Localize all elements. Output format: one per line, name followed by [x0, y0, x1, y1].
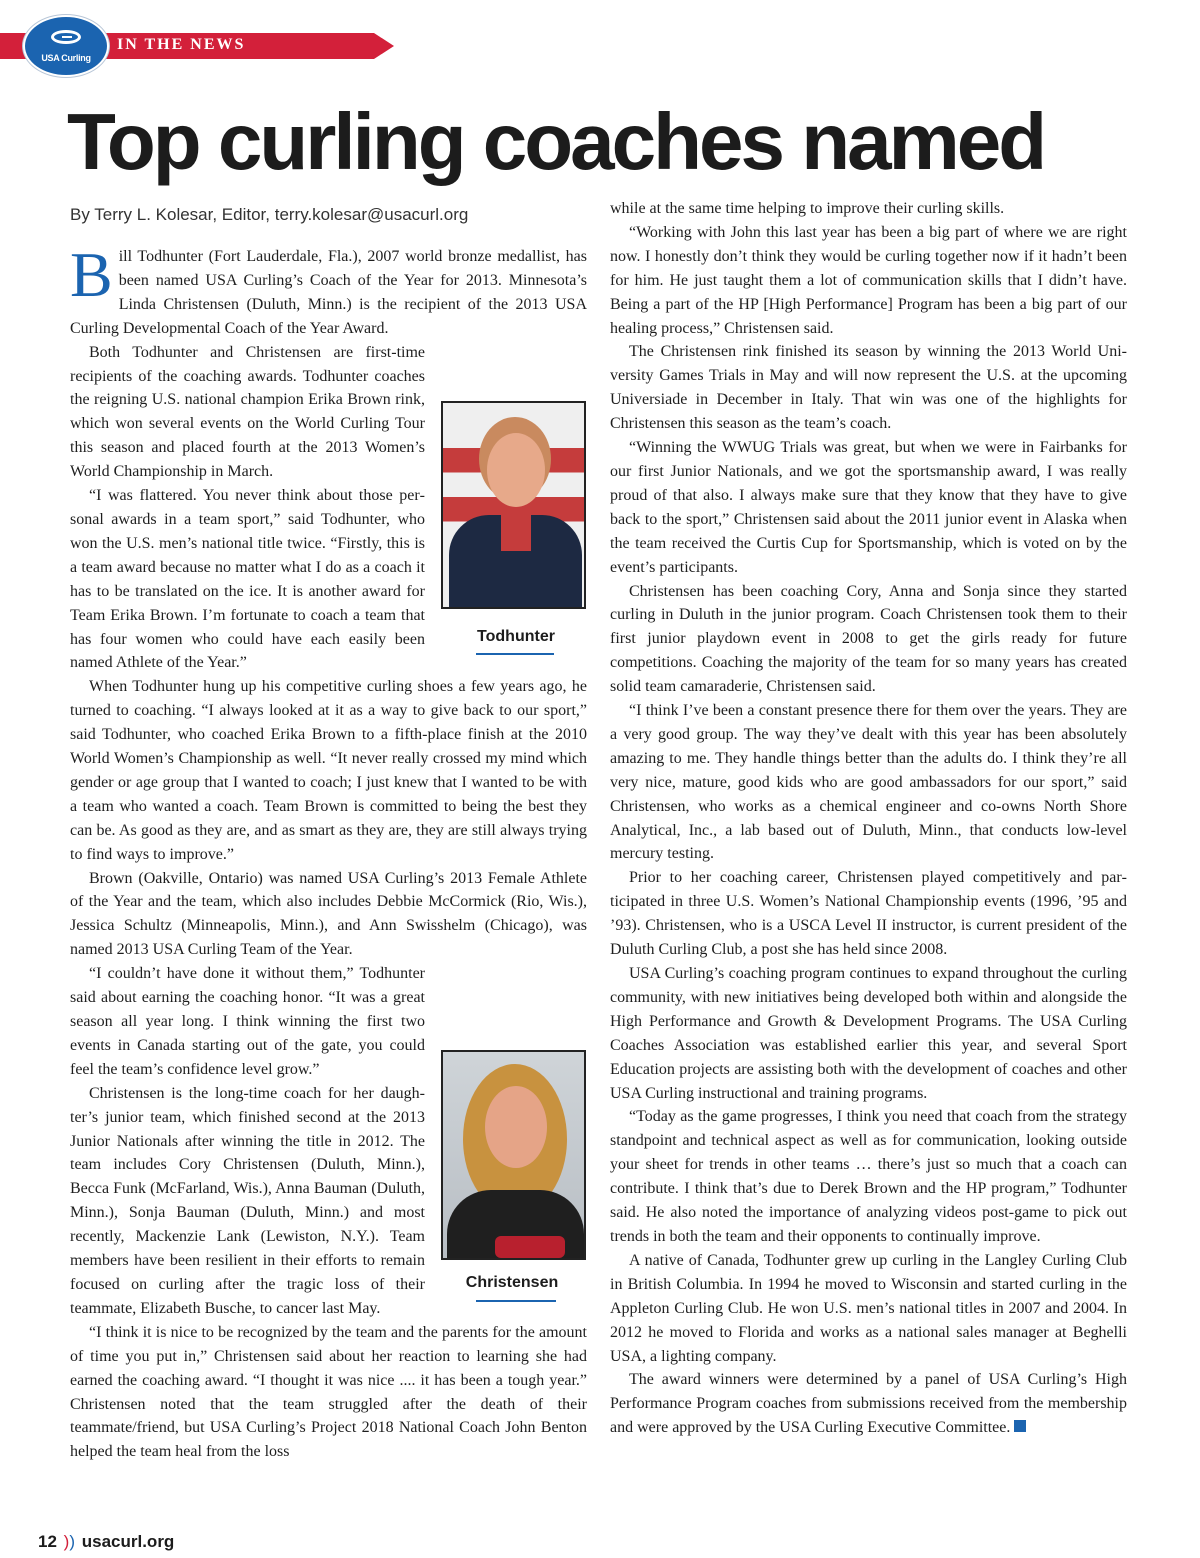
- footer-website-link[interactable]: usacurl.org: [81, 1532, 175, 1551]
- paragraph-text: Both Todhunter and Christensen are first-time recipients of the coaching awards. Todhunter coaches the reigning U.S. national champion Erika Brown rink, which won several events on the World Curling Tour this season and placed fourth at the 2013 Women’s World Championship in March.: [70, 343, 425, 481]
- paragraph-text: The award winners were determined by a panel of USA Curling’s High Performance Program coaches from submissions received from the membership and were approved by the USA Curling Executive Committee.: [610, 1371, 1127, 1437]
- paragraph: [70, 239, 587, 341]
- page-number: 12: [38, 1532, 57, 1551]
- photo-spacer: [437, 389, 587, 651]
- paragraph: Christensen has been coaching Cory, Anna and Sonja since they started curling in Duluth in the junior program. Coach Christensen took them to their first junior playdown event in 2008 to get the girls ready for future competitions. Coaching the majority of the team for so many years has created solid team camaraderie, Christensen said.: [610, 582, 1127, 696]
- curling-stone-icon: [51, 30, 81, 44]
- paragraph: [610, 1368, 1127, 1440]
- paragraph: Brown (Oakville, Ontario) was named USA Curling’s 2013 Female Athlete of the Year and the team, which also includes Debbie McCormick (Rio, Wis.), Jessica Schultz (Minneapolis, Minn.), and Ann Swisshelm (Chicago), was named 2013 USA Curling Team of the Year.: [70, 869, 587, 959]
- paragraph: [70, 341, 587, 484]
- end-mark-icon: [1014, 1420, 1026, 1432]
- logo-text: USA Curling: [41, 53, 91, 63]
- paragraph: Prior to her coaching career, Christensen played competitively and participated in three U.S. Women’s National Championship events (1996, ’95 and ’93). Christensen, who is a USCA Level II instructor, is current president of the Duluth Curling Club, a post she has held since 2008.: [610, 869, 1127, 959]
- paragraph: USA Curling’s coaching program continues to expand throughout the curling community, with new initiatives being developed both within and alongside the High Performance and Growth & Development Programs. The USA Curling Coaches Association was established earlier this year, and several Sport Education projects are assisting both with the development of coaches and other USA Curling instructional and training programs.: [610, 965, 1127, 1102]
- paragraph: “I was flattered. You never think about those personal awards in a team sport,” said Todhunter, who won the U.S. men’s national title twice. “Firstly, this is a team award because no matter what I do as a coach it has to be translated on the ice. It is another award for Team Erika Brown. I’m fortunate to coach a team that has four women who could have each easily been named Athlete of the Year.”: [70, 487, 425, 672]
- article-column-2: [610, 197, 1127, 1440]
- paragraph: “Winning the WWUG Trials was great, but when we were in Fairbanks for our first Junior Nationals, and we got the sportsmanship award, I was really proud of that also. I always make sure that they know that they have to give back to the sport,” Christensen said about the 2011 junior event in Alaska when the team received the Curtis Cup for Sportsmanship, which is voted on by the event’s participants.: [610, 439, 1127, 576]
- paragraph: [70, 962, 587, 1082]
- paragraph: A native of Canada, Todhunter grew up curling in the Langley Curling Club in British Columbia. In 1994 he moved to Wisconsin and started curling in the Appleton Curling Club. He won U.S. men’s national titles in 2007 and 2004. In 2012 he moved to Florida and works as a national sales manager at Beghelli USA, a lighting company.: [610, 1251, 1127, 1365]
- paragraph: When Todhunter hung up his competitive curling shoes a few years ago, he turned to coaching. “I always looked at it as a way to give back to our sport,” said Todhunter, who coached Erika Brown to a fifth-place finish at the 2010 World Women’s Championship as well. “It never really crossed my mind which gender or age group that I wanted to coach; I just knew that I wanted to be with a team who wanted a coach. Team Brown is committed to being the best they can be. As good as they are, and as smart as they are, they are still always trying to find ways to improve.”: [70, 678, 587, 863]
- paragraph: “Working with John this last year has been a big part of where we are right now. I honestly don’t think they would be curling together now if it hadn’t been for him. He just taught them a lot of communication skills that I didn’t have. Being a part of the HP [High Performance] Program has been a big part of our healing process,” Christensen said.: [610, 223, 1127, 337]
- paragraph-text: “I couldn’t have done it without them,” Todhunter said about earning the coaching honor. “It was a great season all year long. I think winning the first two events in Canada starting out of the gate, you could feel the team’s confidence level grow.”: [70, 965, 425, 1078]
- usa-curling-logo: [23, 15, 109, 77]
- paragraph: “I think I’ve been a constant presence there for them over the years. They are a very good group. The way they’ve dealt with this year has been absolutely amazing to me. They handle things better than the adults do. I think they’re all very nice, mature, good kids who are good ambassadors for our sport,” said Christensen, who works as a chemical engineer and co-owns North Shore Analytical, Inc., a lab based out of Duluth, Minn., that conducts low-level mercury testing.: [610, 702, 1127, 863]
- byline: By Terry L. Kolesar, Editor, terry.kolesar@usacurl.org: [70, 205, 469, 224]
- photo-spacer: [437, 1040, 587, 1306]
- paragraph-text: ill Todhunter (Fort Lauderdale, Fla.), 2007 world bronze medallist, has been named USA Curling’s Coach of the Year for 2013. Minnesota’s Linda Christensen (Duluth, Minn.) is the recipient of the 2013 USA Curling Developmental Coach of the Year Award.: [70, 248, 587, 337]
- page-footer: [38, 1532, 174, 1552]
- todhunter-caption: Todhunter: [477, 628, 555, 645]
- paragraph: “I think it is nice to be recognized by the team and the parents for the amount of time you put in,” Christensen said about her reaction to learning she had earned the coaching award. “I thought it was nice .... it has been a tough year.” Christensen noted that the team struggled after the death of their teammate/friend, but USA Curling’s Project 2018 National Coach John Benton helped the team heal from the loss: [70, 1323, 587, 1461]
- drop-cap: B: [70, 239, 113, 310]
- paragraph: “Today as the game progresses, I think you need that coach from the strategy standpoint and technical aspect as well as for communication, looking outside your sheet for trends in other teams … there’s just so much that a coach can contribute. I think that’s due to Derek Brown and the HP program,” Todhunter said. He also noted the importance of analyzing videos post-game to pick out trends in both the team and their opponents to continually improve.: [610, 1108, 1127, 1245]
- paragraph: The Christensen rink finished its season by winning the 2013 World University Games Trials in May and will now represent the U.S. at the upcoming Universiade in December in Italy. That win was one of the highlights for Christensen this season as the team’s coach.: [610, 343, 1127, 433]
- paragraph: while at the same time helping to improve their curling skills.: [610, 200, 1005, 217]
- article-column-1: [70, 239, 587, 1464]
- article-title: Top curling coaches named: [67, 97, 1045, 186]
- footer-arcs-icon: )): [63, 1532, 75, 1551]
- section-label: IN THE NEWS: [117, 36, 246, 53]
- paragraph: Christensen is the long-time coach for her daughter’s junior team, which finished second at the 2013 Junior Nationals after winning the title in 2012. The team includes Cory Christensen (Duluth, Minn.), Becca Funk (McFarland, Wis.), Anna Bauman (Duluth, Minn.), Sonja Bauman (Duluth, Minn.) and most recently, Mackenzie Lank (Lewiston, N.Y.). Team members have been resilient in their efforts to remain focused on curling after the tragic loss of their teammate, Elizabeth Busche, to cancer last May.: [70, 1084, 425, 1317]
- christensen-caption: Christensen: [465, 1274, 559, 1291]
